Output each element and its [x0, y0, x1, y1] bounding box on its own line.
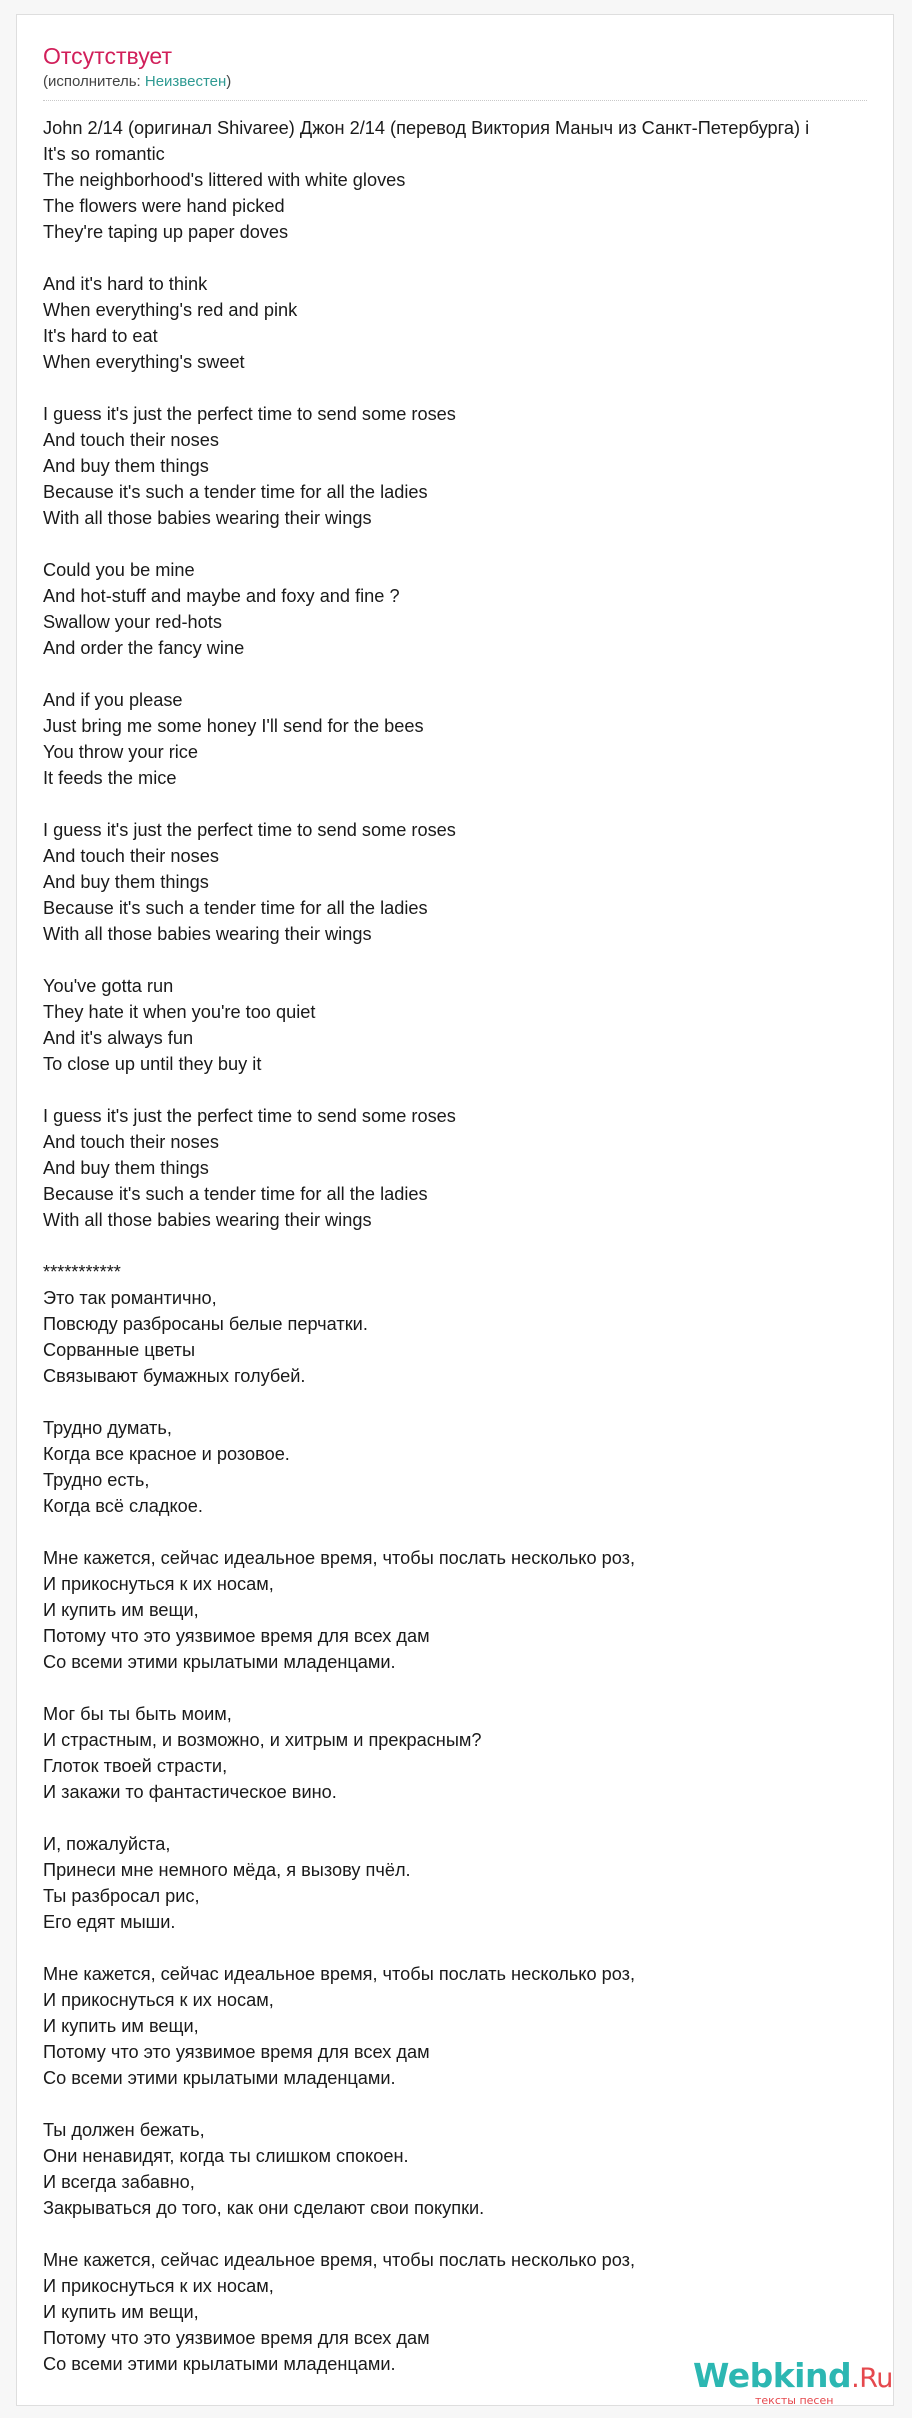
lyrics-header-line: John 2/14 (оригинал Shivaree) Джон 2/14 (перевод Виктория Маныч из Санкт-Петербурга) i: [43, 118, 810, 138]
lyric-line: И всегда забавно,: [43, 2172, 195, 2192]
lyric-line: Повсюду разбросаны белые перчатки.: [43, 1314, 368, 1334]
lyric-line: And if you please: [43, 690, 183, 710]
lyric-line: I guess it's just the perfect time to send some roses: [43, 820, 456, 840]
lyric-line: Мне кажется, сейчас идеальное время, чтобы послать несколько роз,: [43, 1548, 636, 1568]
lyric-line: Ты должен бежать,: [43, 2120, 205, 2140]
lyric-line: Мог бы ты быть моим,: [43, 1704, 232, 1724]
lyric-line: Принеси мне немного мёда, я вызову пчёл.: [43, 1860, 411, 1880]
lyric-line: Со всеми этими крылатыми младенцами.: [43, 1652, 396, 1672]
stanza-break: [43, 1233, 894, 1259]
stanza-break: [43, 791, 894, 817]
lyric-line: I guess it's just the perfect time to send some roses: [43, 404, 456, 424]
lyric-line: И купить им вещи,: [43, 2016, 199, 2036]
lyric-line: The flowers were hand picked: [43, 196, 285, 216]
stanza-break: [43, 2091, 894, 2117]
lyric-line: Со всеми этими крылатыми младенцами.: [43, 2068, 396, 2088]
lyric-line: It feeds the mice: [43, 768, 177, 788]
logo-tld: .Ru: [851, 2363, 893, 2394]
lyric-line: Глоток твоей страсти,: [43, 1756, 228, 1776]
lyric-line: Сорванные цветы: [43, 1340, 196, 1360]
lyric-line: И прикоснуться к их носам,: [43, 2276, 274, 2296]
lyric-line: Когда все красное и розовое.: [43, 1444, 290, 1464]
lyric-line: И купить им вещи,: [43, 2302, 199, 2322]
stanza-break: [43, 375, 894, 401]
lyric-line: Потому что это уязвимое время для всех дам: [43, 2042, 430, 2062]
lyric-line: Закрываться до того, как они сделают свои покупки.: [43, 2198, 485, 2218]
lyric-line: Со всеми этими крылатыми младенцами.: [43, 2354, 396, 2374]
lyric-line: And touch their noses: [43, 846, 219, 866]
artist-link[interactable]: Неизвестен: [144, 73, 227, 90]
stanza-break: [43, 1935, 894, 1961]
lyric-line: И прикоснуться к их носам,: [43, 1574, 274, 1594]
lyric-line: To close up until they buy it: [43, 1054, 262, 1074]
lyric-line: Мне кажется, сейчас идеальное время, чтобы послать несколько роз,: [43, 1964, 636, 1984]
lyric-line: With all those babies wearing their wings: [43, 924, 372, 944]
stanza-break: [43, 1077, 894, 1103]
lyric-line: You've gotta run: [43, 976, 174, 996]
lyric-line: Swallow your red-hots: [43, 612, 222, 632]
lyric-line: Just bring me some honey I'll send for the bees: [43, 716, 424, 736]
lyric-line: Потому что это уязвимое время для всех дам: [43, 1626, 430, 1646]
logo-wordmark: [693, 2356, 893, 2395]
lyric-line: And buy them things: [43, 872, 209, 892]
lyric-line: With all those babies wearing their wings: [43, 1210, 372, 1230]
lyric-line: When everything's red and pink: [43, 300, 298, 320]
lyric-line: Потому что это уязвимое время для всех дам: [43, 2328, 430, 2348]
stanza-break: [43, 1675, 894, 1701]
lyric-line: И купить им вещи,: [43, 1600, 199, 1620]
lyric-line: И закажи то фантастическое вино.: [43, 1782, 337, 1802]
lyrics-card: [16, 14, 894, 2406]
lyric-line: Они ненавидят, когда ты слишком спокоен.: [43, 2146, 409, 2166]
subtitle-suffix: ): [226, 73, 232, 90]
lyric-line: It's so romantic: [43, 144, 165, 164]
lyric-line: And it's always fun: [43, 1028, 194, 1048]
lyric-line: And order the fancy wine: [43, 638, 245, 658]
lyric-line: And buy them things: [43, 1158, 209, 1178]
lyric-line: Ты разбросал рис,: [43, 1886, 200, 1906]
lyric-line: Связывают бумажных голубей.: [43, 1366, 306, 1386]
lyric-line: And it's hard to think: [43, 274, 208, 294]
lyric-line: Because it's such a tender time for all the ladies: [43, 1184, 428, 1204]
stanza-break: [43, 1805, 894, 1831]
lyrics-text: [43, 115, 894, 2377]
stanza-break: [43, 1389, 894, 1415]
lyric-line: You throw your rice: [43, 742, 199, 762]
logo-tagline: тексты песен: [755, 2394, 834, 2406]
lyric-line: And touch their noses: [43, 430, 219, 450]
lyric-line: Когда всё сладкое.: [43, 1496, 203, 1516]
stanza-break: [43, 531, 894, 557]
lyric-line: They're taping up paper doves: [43, 222, 289, 242]
lyric-line: Because it's such a tender time for all the ladies: [43, 482, 428, 502]
lyric-line: Because it's such a tender time for all the ladies: [43, 898, 428, 918]
title-divider: [43, 100, 867, 101]
stanza-break: [43, 1519, 894, 1545]
lyric-line: And buy them things: [43, 456, 209, 476]
logo-main-text: Webkind: [693, 2356, 852, 2395]
lyric-line: И страстным, и возможно, и хитрым и прекрасным?: [43, 1730, 482, 1750]
lyric-line: They hate it when you're too quiet: [43, 1002, 316, 1022]
lyric-line: Could you be mine: [43, 560, 195, 580]
webkind-logo[interactable]: [693, 2356, 894, 2406]
lyric-line: And hot-stuff and maybe and foxy and fine ?: [43, 586, 400, 606]
stanza-break: [43, 245, 894, 271]
lyric-line: Его едят мыши.: [43, 1912, 176, 1932]
lyric-line: And touch their noses: [43, 1132, 219, 1152]
lyric-line: The neighborhood's littered with white gloves: [43, 170, 406, 190]
lyric-line: It's hard to eat: [43, 326, 158, 346]
subtitle-prefix: (исполнитель:: [43, 73, 145, 90]
page-title: Отсутствует: [43, 43, 172, 69]
lyric-line: When everything's sweet: [43, 352, 245, 372]
lyric-line: ***********: [43, 1262, 121, 1282]
stanza-break: [43, 947, 894, 973]
lyric-line: Мне кажется, сейчас идеальное время, чтобы послать несколько роз,: [43, 2250, 636, 2270]
lyric-line: Трудно думать,: [43, 1418, 172, 1438]
stanza-break: [43, 661, 894, 687]
lyric-line: И прикоснуться к их носам,: [43, 1990, 274, 2010]
lyric-line: With all those babies wearing their wings: [43, 508, 372, 528]
lyric-line: I guess it's just the perfect time to send some roses: [43, 1106, 456, 1126]
lyric-line: Это так романтично,: [43, 1288, 217, 1308]
artist-subtitle: [43, 73, 231, 91]
stanza-break: [43, 2221, 894, 2247]
lyric-line: И, пожалуйста,: [43, 1834, 171, 1854]
lyric-line: Трудно есть,: [43, 1470, 150, 1490]
